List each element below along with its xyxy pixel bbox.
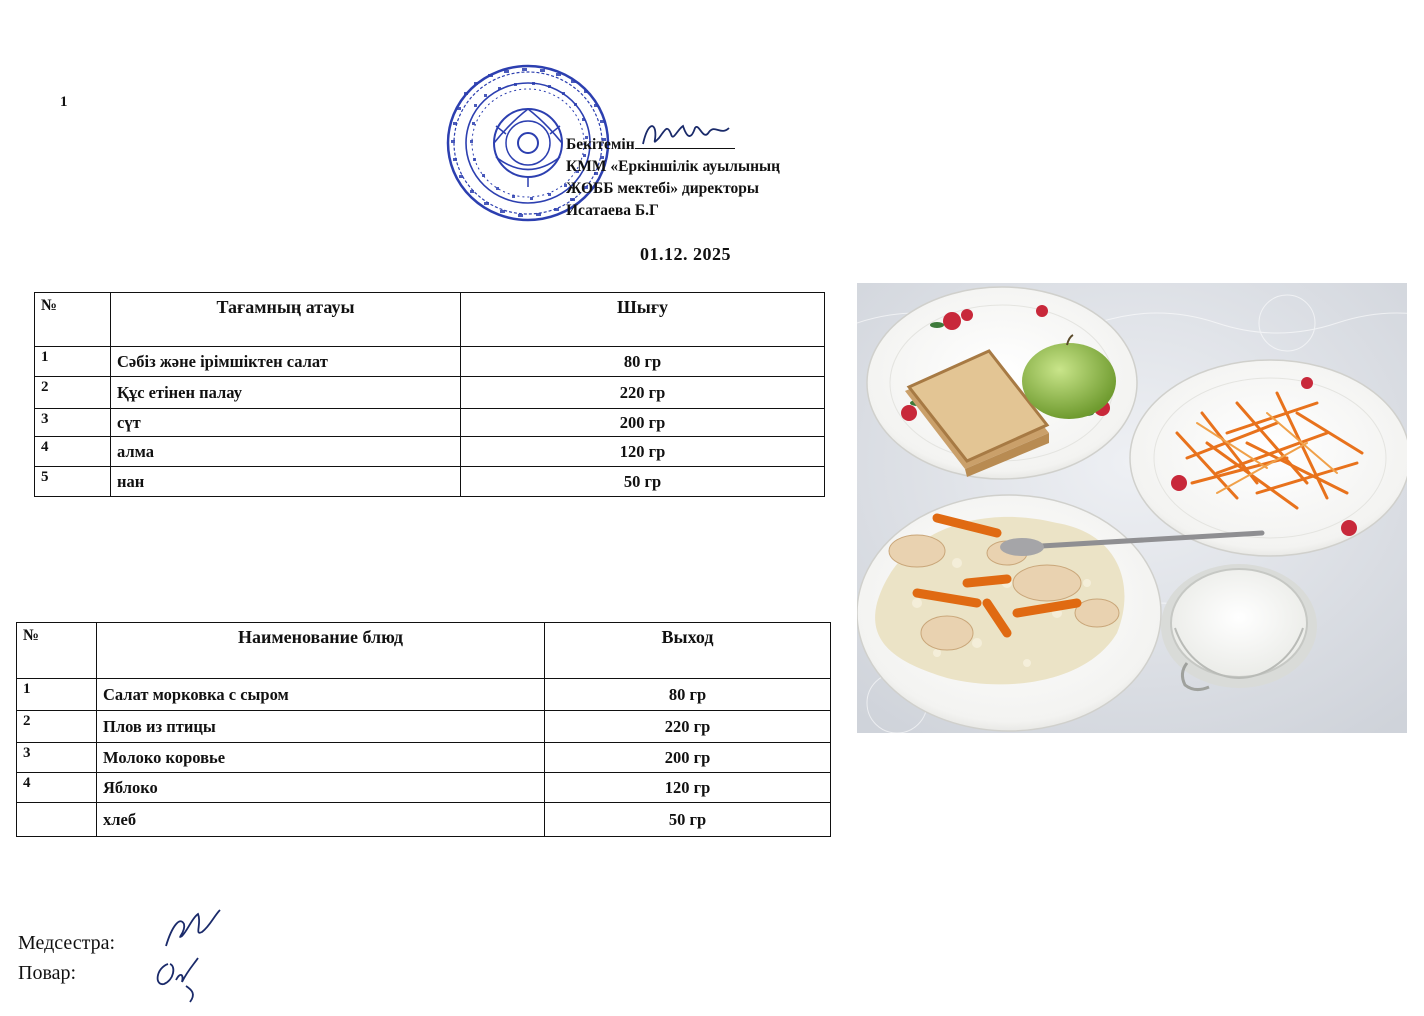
director-signature bbox=[635, 134, 735, 149]
document-date: 01.12. 2025 bbox=[640, 244, 731, 264]
column-header-number: № bbox=[17, 623, 97, 679]
dish-name: Яблоко bbox=[97, 773, 545, 803]
director-name: Исатаева Б.Г bbox=[566, 202, 659, 219]
column-header-output: Шығу bbox=[461, 293, 825, 347]
column-header-dish-name: Тағамның атауы bbox=[111, 293, 461, 347]
dish-output: 80 гр bbox=[461, 347, 825, 377]
row-number: 2 bbox=[17, 711, 97, 743]
dish-output: 50 гр bbox=[461, 467, 825, 497]
table-row bbox=[35, 437, 825, 467]
menu-table-kazakh bbox=[34, 292, 825, 497]
cook-label: Повар: bbox=[18, 962, 77, 984]
dish-name: хлеб bbox=[97, 803, 545, 837]
dish-output: 80 гр bbox=[545, 679, 831, 711]
column-header-output: Выход bbox=[545, 623, 831, 679]
dish-output: 220 гр bbox=[461, 377, 825, 409]
dish-name: Молоко коровье bbox=[97, 743, 545, 773]
nurse-signature bbox=[158, 906, 228, 956]
dish-name: Құс етінен палау bbox=[111, 377, 461, 409]
institution-line-2: ЖОББ мектебі» директоры bbox=[566, 180, 759, 197]
column-header-dish-name: Наименование блюд bbox=[97, 623, 545, 679]
dish-name: Плов из птицы bbox=[97, 711, 545, 743]
approval-block bbox=[566, 134, 780, 222]
dish-name: сүт bbox=[111, 409, 461, 437]
row-number: 3 bbox=[35, 409, 111, 437]
nurse-label: Медсестра: bbox=[18, 932, 116, 954]
row-number: 2 bbox=[35, 377, 111, 409]
page-number: 1 bbox=[60, 94, 68, 110]
row-number: 1 bbox=[17, 679, 97, 711]
table-header-row bbox=[17, 623, 831, 679]
dish-output: 120 гр bbox=[461, 437, 825, 467]
dish-name: нан bbox=[111, 467, 461, 497]
menu-table-russian bbox=[16, 622, 831, 837]
dish-output: 200 гр bbox=[545, 743, 831, 773]
table-row bbox=[17, 679, 831, 711]
table-row bbox=[35, 409, 825, 437]
dish-output: 220 гр bbox=[545, 711, 831, 743]
meal-photo bbox=[857, 283, 1407, 733]
table-row bbox=[17, 803, 831, 837]
column-header-number: № bbox=[35, 293, 111, 347]
nurse-signature-row bbox=[18, 928, 115, 958]
row-number: 3 bbox=[17, 743, 97, 773]
dish-name: алма bbox=[111, 437, 461, 467]
row-number: 4 bbox=[35, 437, 111, 467]
institution-line-1: КММ «Еркіншілік ауылының bbox=[566, 158, 781, 175]
row-number bbox=[17, 803, 97, 837]
row-number: 1 bbox=[35, 347, 111, 377]
table-row bbox=[35, 377, 825, 409]
table-row bbox=[17, 743, 831, 773]
dish-output: 200 гр bbox=[461, 409, 825, 437]
table-row bbox=[35, 347, 825, 377]
dish-output: 50 гр bbox=[545, 803, 831, 837]
row-number: 4 bbox=[17, 773, 97, 803]
table-row bbox=[17, 711, 831, 743]
row-number: 5 bbox=[35, 467, 111, 497]
dish-name: Сәбіз және ірімшіктен салат bbox=[111, 347, 461, 377]
table-row bbox=[17, 773, 831, 803]
cook-signature-row bbox=[18, 958, 115, 988]
approved-label: Бекітемін bbox=[566, 136, 635, 153]
dish-name: Салат морковка с сыром bbox=[97, 679, 545, 711]
table-row bbox=[35, 467, 825, 497]
signatures-block bbox=[18, 928, 115, 988]
cook-signature bbox=[146, 950, 216, 1006]
dish-output: 120 гр bbox=[545, 773, 831, 803]
table-header-row bbox=[35, 293, 825, 347]
approval-line bbox=[566, 134, 780, 156]
